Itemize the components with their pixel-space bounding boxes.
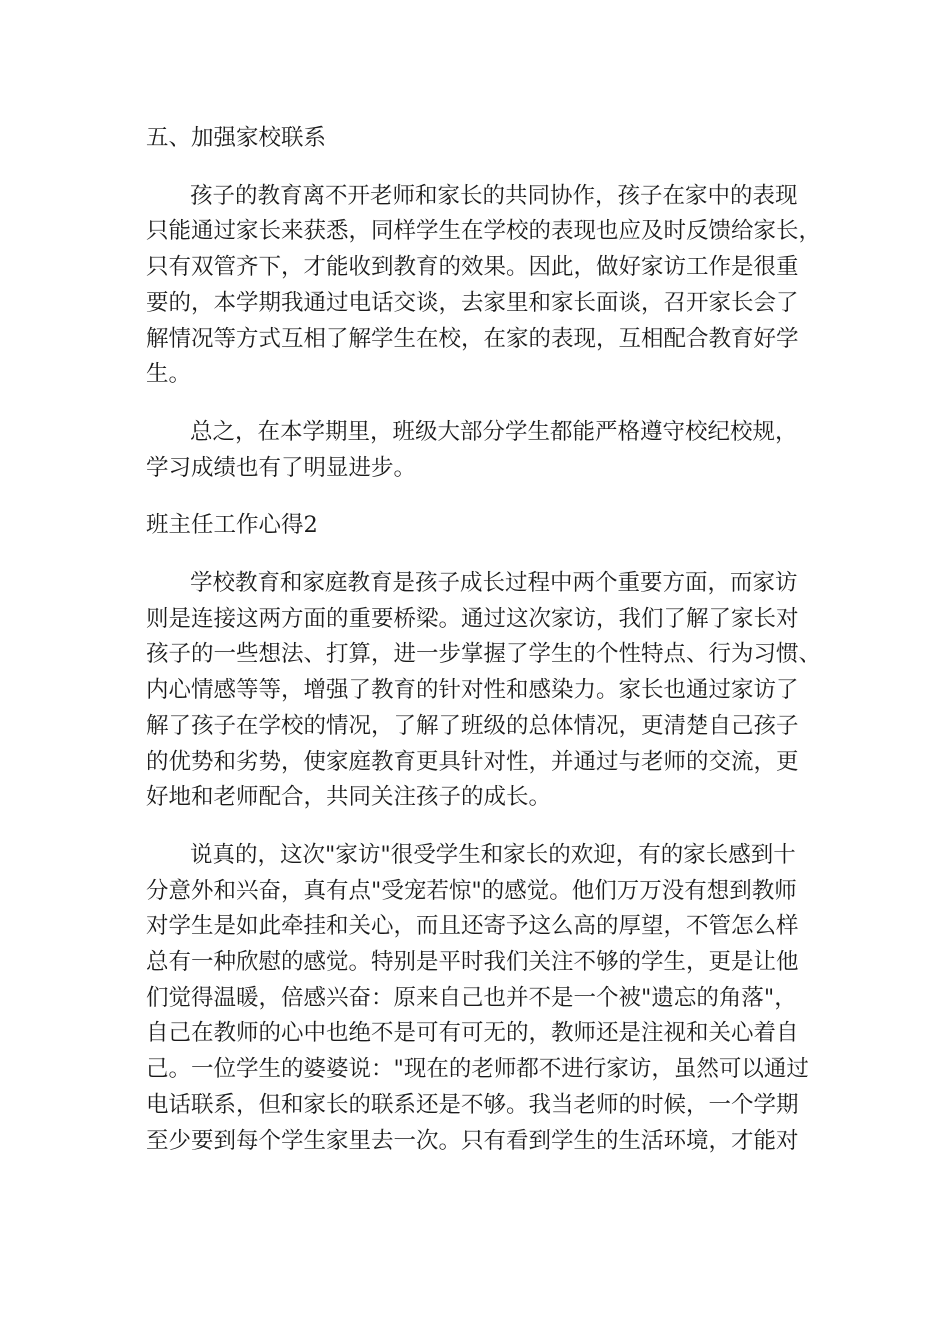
paragraph-line: 们觉得温暖，倍感兴奋：原来自己也并不是一个被"遗忘的角落"，	[146, 984, 797, 1011]
paragraph-line: 只有双管齐下，才能收到教育的效果。因此，做好家访工作是很重	[146, 254, 799, 281]
paragraph-line: 分意外和兴奋，真有点"受宠若惊"的感觉。他们万万没有想到教师	[146, 877, 797, 904]
paragraph-line: 己。一位学生的婆婆说："现在的老师都不进行家访，虽然可以通过	[146, 1056, 809, 1083]
section-heading-text: 五、加强家校联系	[146, 125, 327, 151]
paragraph-home-visit-bridge	[146, 566, 822, 816]
paragraph-line: 总有一种欣慰的感觉。特别是平时我们关注不够的学生，更是让他	[146, 949, 799, 976]
paragraph-line: 对学生是如此牵挂和关心，而且还寄予这么高的厚望，不管怎么样	[146, 913, 799, 940]
paragraph-line: 只能通过家长来获悉，同样学生在学校的表现也应及时反馈给家长，	[146, 218, 822, 245]
paragraph-line: 的优势和劣势，使家庭教育更具针对性，并通过与老师的交流，更	[146, 748, 799, 775]
paragraph-line: 电话联系，但和家长的联系还是不够。我当老师的时候，一个学期	[146, 1091, 799, 1118]
document-body	[146, 121, 822, 1159]
paragraph-summary	[146, 415, 811, 486]
paragraph-line: 总之，在本学期里，班级大部分学生都能严格遵守校纪校规，	[190, 418, 798, 445]
section-heading	[146, 121, 811, 157]
paragraph-line: 自己在教师的心中也绝不是可有可无的，教师还是注视和关心着自	[146, 1020, 799, 1047]
article-title-text: 班主任工作心得2	[146, 512, 318, 539]
paragraph-line: 孩子的一些想法、打算，进一步掌握了学生的个性特点、行为习惯、	[146, 641, 822, 668]
paragraph-line: 内心情感等等，增强了教育的针对性和感染力。家长也通过家访了	[146, 677, 799, 704]
paragraph-line: 至少要到每个学生家里去一次。只有看到学生的生活环境，才能对	[146, 1127, 799, 1154]
paragraph-line: 学习成绩也有了明显进步。	[146, 454, 417, 481]
paragraph-line: 解了孩子在学校的情况，了解了班级的总体情况，更清楚自己孩子	[146, 712, 799, 739]
paragraph-line: 要的，本学期我通过电话交谈，去家里和家长面谈，召开家长会了	[146, 289, 799, 316]
paragraph-line: 则是连接这两方面的重要桥梁。通过这次家访，我们了解了家长对	[146, 605, 799, 632]
article-title	[146, 508, 811, 544]
paragraph-line: 解情况等方式互相了解学生在校，在家的表现，互相配合教育好学	[146, 325, 799, 352]
paragraph-line: 学校教育和家庭教育是孩子成长过程中两个重要方面，而家访	[190, 570, 798, 597]
paragraph-line: 好地和老师配合，共同关注孩子的成长。	[146, 784, 552, 811]
paragraph-line: 说真的，这次"家访"很受学生和家长的欢迎，有的家长感到十	[190, 841, 796, 868]
paragraph-home-visit-reception	[146, 838, 811, 1159]
paragraph-line: 生。	[146, 361, 192, 388]
paragraph-home-school-contact	[146, 179, 822, 393]
paragraph-line: 孩子的教育离不开老师和家长的共同协作，孩子在家中的表现	[190, 182, 798, 209]
